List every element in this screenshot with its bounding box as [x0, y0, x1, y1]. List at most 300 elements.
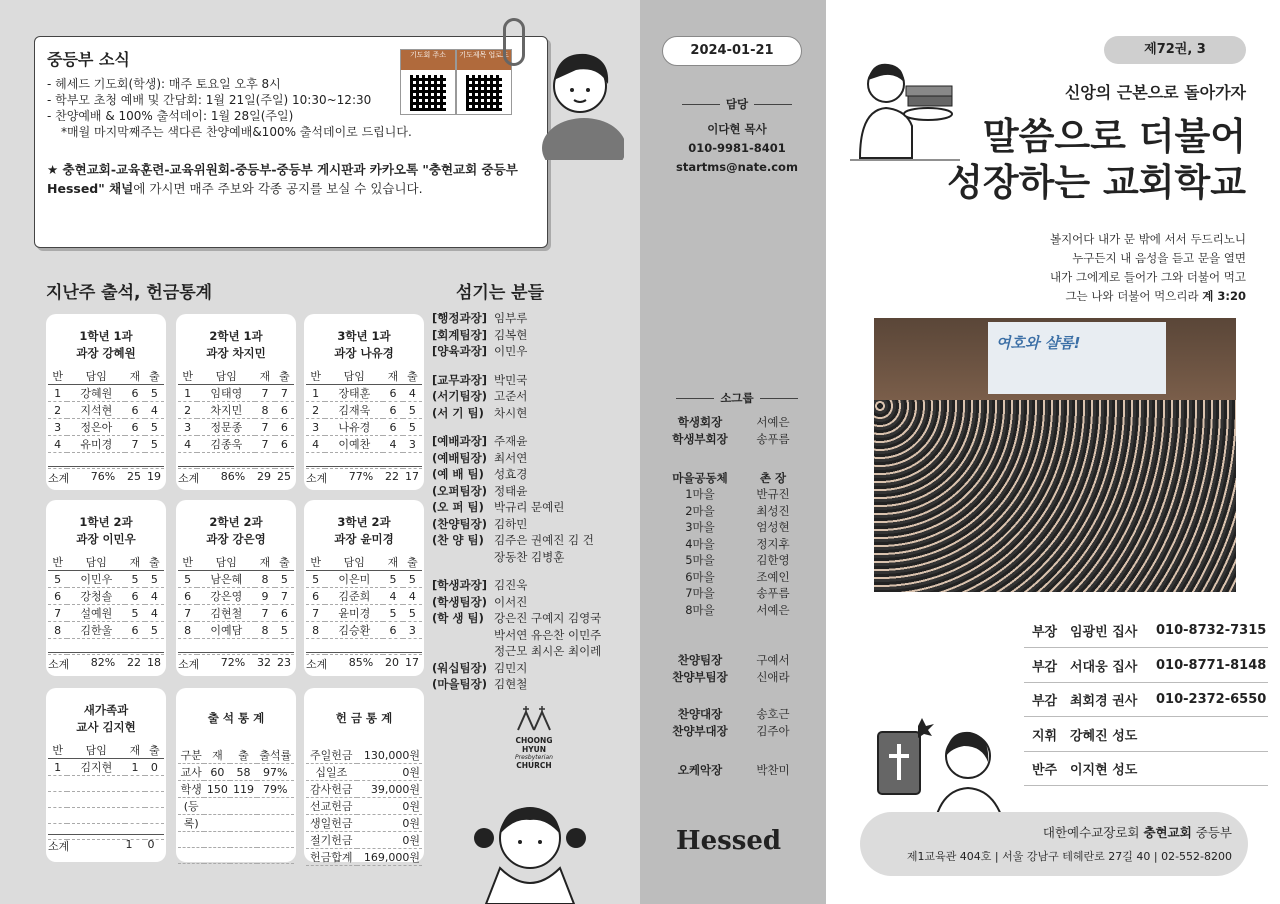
cell: 지석현: [67, 402, 125, 419]
group-name: 신애라: [756, 669, 790, 684]
staff-row: [1024, 614, 1268, 648]
table-row: [178, 571, 294, 588]
server-names: 성효경: [494, 467, 528, 481]
server-names: 김하민: [494, 516, 528, 531]
card-sum: [48, 834, 164, 854]
col-header: 출: [403, 368, 422, 385]
col-header: 구분: [178, 747, 204, 764]
main-title-2: 성장하는 교회학교: [947, 161, 1246, 204]
staff-row: [1024, 683, 1268, 717]
card-leader: 과장 차지민: [206, 346, 266, 360]
group-row: [662, 723, 812, 740]
church-icon: [514, 706, 554, 732]
group-row: [662, 486, 812, 503]
cell: 선교헌금: [306, 798, 357, 815]
card-sum: [48, 466, 164, 486]
table-row: [306, 832, 422, 849]
cell: 4: [145, 605, 164, 622]
group-role: 2마을: [685, 503, 715, 518]
col-header: 출: [145, 368, 164, 385]
server-row: [432, 549, 642, 566]
cell: 3: [48, 419, 67, 436]
cell: 3: [178, 419, 197, 436]
cell: 김준희: [325, 588, 383, 605]
cell: [257, 815, 294, 832]
group-name: 서예은: [756, 602, 790, 617]
girl-illustration: [470, 798, 590, 904]
cell: 정은아: [67, 419, 125, 436]
server-row: [432, 310, 642, 327]
group-row: [662, 652, 812, 669]
cell: 8: [48, 622, 67, 639]
server-row: [432, 450, 642, 467]
footer-denomination: 대한예수교장로회: [1042, 825, 1144, 840]
server-group: [432, 433, 642, 565]
cell: 7: [275, 588, 294, 605]
col-header: 반: [178, 368, 197, 385]
table-row: [48, 622, 164, 639]
attendance-stats-table: [178, 747, 294, 864]
server-names: 임부루: [494, 311, 528, 325]
cell: 5: [145, 436, 164, 453]
group-row: [662, 602, 812, 619]
photo-screen: [988, 322, 1166, 394]
table-row: [178, 815, 294, 832]
cell: 130,000원: [357, 747, 422, 764]
table-row: [178, 588, 294, 605]
group-role: 4마을: [685, 536, 715, 551]
group-role: 7마을: [685, 586, 715, 600]
volume-pill: 제72권, 3: [1104, 36, 1246, 64]
staff-role: 부장: [1032, 625, 1058, 640]
cell: 설예원: [67, 605, 125, 622]
cell: 2: [178, 402, 197, 419]
class-table: [306, 368, 422, 469]
group-row: [662, 414, 812, 431]
group-block: [662, 486, 812, 618]
server-row: [432, 343, 642, 360]
card-sum: [178, 652, 294, 672]
cell: 강혜원: [67, 385, 125, 402]
cell: 150: [204, 781, 230, 798]
server-row: [432, 627, 642, 644]
cell: 6: [275, 436, 294, 453]
cell: 0원: [357, 764, 422, 781]
cell: 김재욱: [325, 402, 383, 419]
server-role: (오 퍼 팀): [432, 500, 484, 514]
group-row: [662, 706, 812, 723]
card-grade: 1학년 2과: [79, 515, 133, 529]
offering-card: [304, 688, 424, 862]
col-header: 재: [125, 368, 144, 385]
group-label: 소그룹: [720, 391, 754, 405]
group-row: [662, 669, 812, 686]
cell: 5: [125, 605, 144, 622]
offering-table: [306, 747, 422, 866]
pastor-email[interactable]: startms@nate.com: [676, 160, 798, 174]
cell: 7: [178, 605, 197, 622]
cell: 강은영: [197, 588, 255, 605]
sum-cell: 76%: [90, 470, 116, 483]
col-header: 출: [145, 742, 164, 759]
cell: 6: [383, 419, 402, 436]
server-row: [432, 405, 642, 422]
table-row: [48, 385, 164, 402]
table-row: [306, 622, 422, 639]
cell: 6: [275, 605, 294, 622]
attendance-title: 지난주 출석, 헌금통계: [46, 283, 213, 303]
cell: 김종욱: [197, 436, 255, 453]
group-rule: [662, 390, 812, 406]
col-header: 출: [230, 747, 256, 764]
group-row: [662, 569, 812, 586]
table-row: [178, 798, 294, 815]
table-row: [306, 605, 422, 622]
table-row: [48, 605, 164, 622]
server-row: [432, 660, 642, 677]
table-row: [48, 571, 164, 588]
sum-label: 소계: [48, 472, 70, 485]
server-row: [432, 388, 642, 405]
server-role: (예배팀장): [432, 450, 487, 465]
cell: 김지현: [67, 759, 125, 776]
group-name: 서예은: [756, 415, 790, 429]
group-row: [662, 585, 812, 602]
class-card: [46, 500, 166, 676]
group-role: 찬양부대장: [672, 723, 728, 738]
card-leader: 과장 이민우: [76, 532, 136, 546]
table-row: [178, 764, 294, 781]
cell: 6: [383, 402, 402, 419]
cell: 4: [403, 385, 422, 402]
cell: 7: [255, 436, 274, 453]
col-header: 재: [204, 747, 230, 764]
col-header: 재: [383, 554, 402, 571]
table-row: [306, 571, 422, 588]
cell: 6: [383, 385, 402, 402]
class-table: [178, 368, 294, 469]
cell: 4: [145, 402, 164, 419]
cell: 5: [275, 622, 294, 639]
server-role: (마을팀장): [432, 677, 487, 691]
notice-title: 중등부 소식: [47, 50, 130, 69]
group-name: 구예서: [756, 653, 790, 667]
cell: 8: [255, 571, 274, 588]
card-leader: 교사 김지현: [76, 720, 136, 734]
group-block: [662, 652, 812, 685]
cell: 5: [403, 419, 422, 436]
group-name: 박찬미: [756, 763, 790, 777]
cell: 39,000원: [357, 781, 422, 798]
staff-role: 부감: [1032, 659, 1058, 675]
card-grade: 1학년 1과: [79, 329, 133, 343]
staff-role: 반주: [1032, 763, 1058, 778]
qr-label: 기도제목 업로드: [457, 50, 511, 70]
main-title-1: 말씀으로 더불어: [982, 115, 1246, 158]
col-header: 출: [145, 554, 164, 571]
cell: 4: [403, 588, 422, 605]
class-table: [48, 554, 164, 655]
staff-row: [1024, 752, 1268, 786]
cell: 5: [403, 605, 422, 622]
qr-code-icon: [410, 75, 446, 111]
cell: 5: [383, 571, 402, 588]
cell: 1: [48, 759, 67, 776]
cell: 1: [48, 385, 67, 402]
cell: 119: [230, 781, 256, 798]
server-names: 이서진: [494, 594, 528, 609]
staff-role: 지휘: [1032, 728, 1058, 744]
cell: 60: [204, 764, 230, 781]
group-name: 조예인: [756, 569, 790, 584]
group-role: 5마을: [685, 553, 715, 567]
group-role: 1마을: [685, 487, 715, 501]
col-header: 반: [306, 554, 325, 571]
group-name: 촌 장: [759, 471, 787, 485]
class-table: [306, 554, 422, 655]
cell: 5: [145, 385, 164, 402]
card-leader: 과장 강혜원: [76, 346, 136, 360]
stats-title: 출 석 통 계: [207, 711, 265, 725]
table-row: [178, 419, 294, 436]
cell: 4: [383, 436, 402, 453]
cell: 4: [383, 588, 402, 605]
card-grade: 3학년 2과: [337, 515, 391, 529]
staff-name: 서대웅 집사: [1070, 659, 1138, 675]
cell: 김승환: [325, 622, 383, 639]
cell: 3: [403, 622, 422, 639]
class-table: [48, 368, 164, 469]
card-grade: 2학년 1과: [209, 329, 263, 343]
staff-name: 강혜진 성도: [1070, 728, 1138, 744]
col-header: 반: [306, 368, 325, 385]
cell: 유미경: [67, 436, 125, 453]
col-header: 재: [125, 742, 144, 759]
server-names: 박서연 유은찬 이민주: [494, 627, 602, 642]
cell: [230, 815, 256, 832]
cell: 4: [145, 588, 164, 605]
group-block: [662, 706, 812, 739]
cell: 임태영: [197, 385, 255, 402]
verse-line: 그는 나와 더불어 먹으리라: [1065, 289, 1199, 303]
sum-cell: 17: [405, 470, 419, 483]
church-logo-text: CHOONG HYUN: [515, 736, 553, 754]
server-names: 김민지: [494, 660, 528, 675]
cell: 5: [125, 571, 144, 588]
group-role: 3마을: [685, 520, 715, 534]
cell: 5: [403, 571, 422, 588]
col-header: 출: [403, 554, 422, 571]
server-role: [행정과장]: [432, 311, 487, 325]
staff-name: 임광빈 집사: [1070, 625, 1138, 640]
cell: 0원: [357, 798, 422, 815]
group-role: 8마을: [685, 602, 715, 617]
col-header: 재: [255, 554, 274, 571]
footer-dept: 중등부: [1191, 825, 1232, 840]
notice-line: *매월 마지막째주는 색다른 찬양예배&100% 출석데이로 드립니다.: [61, 125, 412, 139]
staff-name: 이지현 성도: [1070, 763, 1138, 778]
pastor-name: 이다현 목사: [707, 122, 767, 136]
cell: 1: [306, 385, 325, 402]
table-row: [48, 588, 164, 605]
cell: 8: [255, 622, 274, 639]
cell: 이예찬: [325, 436, 383, 453]
class-card: [46, 314, 166, 490]
server-names: 김주은 권예진 김 건: [494, 533, 594, 547]
newfamily-table: [48, 742, 164, 840]
cell: 3: [306, 419, 325, 436]
cell: 6: [178, 588, 197, 605]
server-row: [432, 433, 642, 450]
group-row: [662, 536, 812, 553]
cell: 6: [275, 402, 294, 419]
server-row: [432, 483, 642, 500]
cell: 1: [125, 759, 144, 776]
cell: 7: [306, 605, 325, 622]
col-header: 반: [48, 368, 67, 385]
server-names: 차시현: [494, 405, 528, 420]
group-role: 오케악장: [677, 763, 723, 777]
cell: 0: [145, 759, 164, 776]
server-names: 박민국: [494, 372, 528, 387]
server-row: [432, 532, 642, 549]
cell: 4: [306, 436, 325, 453]
cell: 7: [255, 419, 274, 436]
col-header: 출: [275, 554, 294, 571]
table-row: [306, 764, 422, 781]
group-block: [662, 414, 812, 447]
server-row: [432, 577, 642, 594]
notice-line: - 헤세드 기도회(학생): 매주 토요일 오후 8시: [47, 77, 281, 91]
cell: 학생: [178, 781, 204, 798]
sum-label: 소계: [48, 840, 70, 853]
server-role: [학생과장]: [432, 578, 487, 592]
verse-line: 내가 그에게로 들어가 그와 더불어 먹고: [1049, 270, 1246, 284]
cell: 십일조: [306, 764, 357, 781]
table-row: [306, 747, 422, 764]
sum-cell: 72%: [220, 656, 246, 669]
sum-label: 소계: [48, 658, 70, 671]
cell: 5: [145, 571, 164, 588]
cell: 2: [48, 402, 67, 419]
sum-cell: 20: [385, 656, 399, 669]
sum-cell: 25: [277, 470, 291, 483]
table-row: [178, 605, 294, 622]
class-card: [304, 314, 424, 490]
cell: 9: [255, 588, 274, 605]
col-header: 담임: [197, 554, 255, 571]
verse-ref: 계 3:20: [1202, 289, 1246, 303]
server-role: [회계팀장]: [432, 327, 487, 342]
table-row: [306, 588, 422, 605]
pastor-phone: 010-9981-8401: [688, 141, 786, 155]
student-illustration: [524, 30, 624, 160]
server-role: (학생팀장): [432, 594, 487, 609]
cell: 이은미: [325, 571, 383, 588]
cell: 김현철: [197, 605, 255, 622]
col-header: 반: [48, 554, 67, 571]
table-row: [178, 402, 294, 419]
group-name: 최성진: [756, 503, 790, 518]
cell: 8: [306, 622, 325, 639]
cell: 6: [125, 385, 144, 402]
sum-cell: 22: [385, 470, 399, 483]
class-card: [176, 500, 296, 676]
col-header: 담임: [325, 368, 383, 385]
cell: 6: [383, 622, 402, 639]
cell: 7: [125, 436, 144, 453]
staff-phone: 010-8771-8148: [1156, 657, 1267, 673]
card-leader: 과장 강은영: [206, 532, 266, 546]
cell: 4: [48, 436, 67, 453]
sum-cell: 32: [257, 656, 271, 669]
group-role: 6마을: [685, 569, 715, 584]
sum-label: 소계: [306, 658, 328, 671]
cell: 이예담: [197, 622, 255, 639]
card-leader: 과장 윤미경: [334, 532, 394, 546]
cell: 김한울: [67, 622, 125, 639]
qr-label: 기도회 주소: [401, 50, 455, 70]
col-header: 출: [275, 368, 294, 385]
group-block: [662, 762, 812, 779]
table-row: [306, 781, 422, 798]
duty-block: [662, 96, 812, 177]
group-role: 학생회장: [677, 415, 723, 429]
cell: 5: [403, 402, 422, 419]
notice-line: - 학부모 초청 예배 및 간담회: 1월 21일(주일) 10:30~12:30: [47, 93, 372, 107]
qr-prayer[interactable]: [400, 49, 456, 115]
notice-star: [47, 160, 535, 198]
server-names: 고준서: [494, 389, 528, 403]
cell: 1: [178, 385, 197, 402]
group-row: [662, 552, 812, 569]
group-name: 반규진: [756, 487, 790, 501]
cell: 4: [178, 436, 197, 453]
cell: 6: [125, 419, 144, 436]
cell: [257, 798, 294, 815]
col-header: 반: [178, 554, 197, 571]
group-role: 찬양부팀장: [672, 669, 728, 684]
table-row: [306, 849, 422, 866]
cell: 6: [306, 588, 325, 605]
cell: 3: [403, 436, 422, 453]
class-table: [178, 554, 294, 655]
col-header: 출석률: [257, 747, 294, 764]
attendance-stats-card: [176, 688, 296, 862]
group-name: 송푸름: [756, 431, 790, 446]
offering-title: 헌 금 통 계: [335, 711, 393, 725]
group-name: 엄성현: [756, 520, 790, 534]
sum-label: 소계: [306, 472, 328, 485]
staff-phone: 010-8732-7315: [1156, 623, 1267, 638]
server-role: [양육과장]: [432, 344, 487, 358]
group-block: [662, 470, 812, 487]
card-sum: [178, 466, 294, 486]
cell: 6: [275, 419, 294, 436]
footer-pill: [860, 812, 1248, 876]
server-role: (찬 양 팀): [432, 533, 484, 547]
cell: 5: [275, 571, 294, 588]
server-group: [432, 372, 642, 422]
class-card: [176, 314, 296, 490]
col-header: 재: [255, 368, 274, 385]
server-role: (찬양팀장): [432, 516, 487, 531]
duty-rule: [662, 96, 812, 112]
server-row: [432, 643, 642, 660]
sum-cell: 29: [257, 470, 271, 483]
date-pill: 2024-01-21: [662, 36, 802, 66]
table-row: [306, 402, 422, 419]
